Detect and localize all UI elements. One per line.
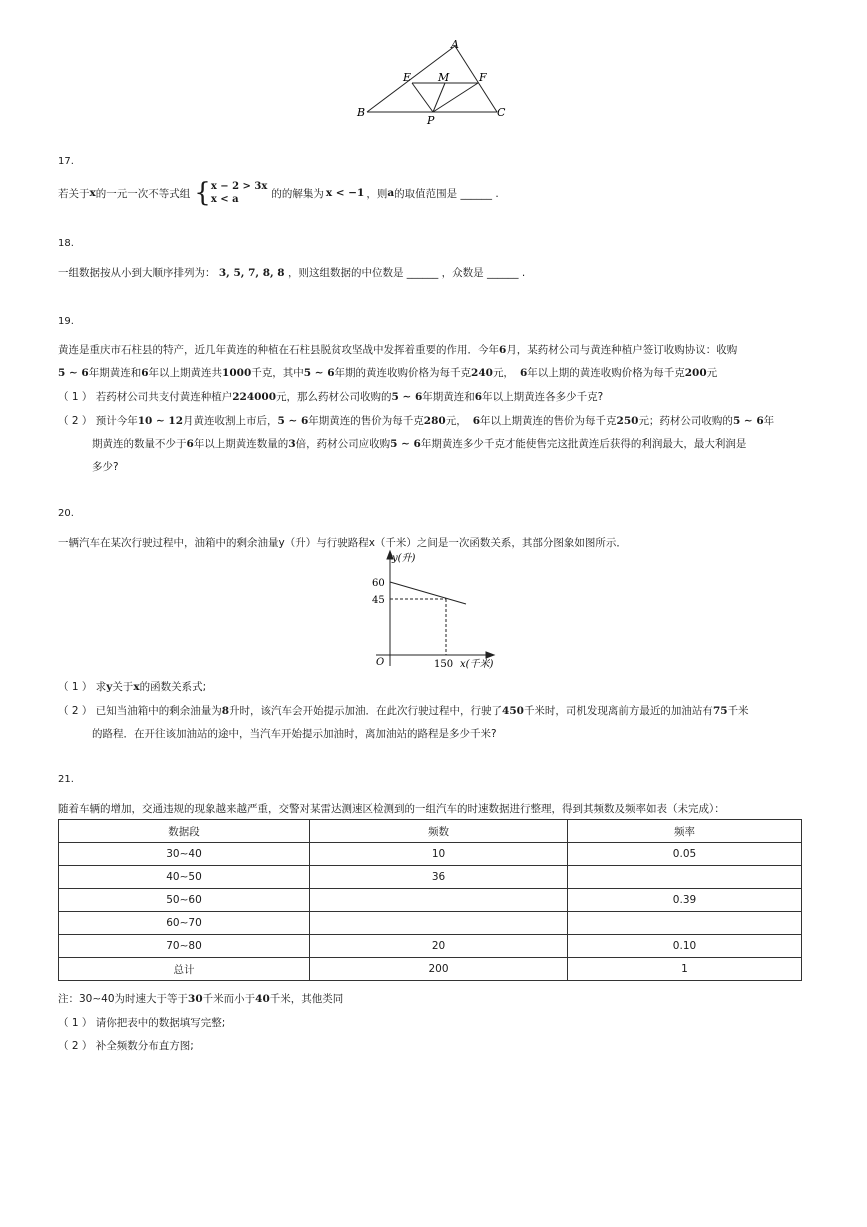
q20-sub2-a: 已知当油箱中的剩余油量为 bbox=[95, 705, 222, 717]
q20-origin: O bbox=[376, 657, 385, 668]
label-m: M bbox=[438, 71, 450, 84]
table-cell: 20 bbox=[310, 935, 568, 958]
q17-solution: x < −1 bbox=[325, 187, 365, 199]
q19-sub2-g: 元， bbox=[445, 415, 467, 427]
q20-sub2-label: （ 2 ） bbox=[58, 705, 93, 717]
q19-sub1-e: 年期黄连和 bbox=[422, 391, 475, 403]
q19-sub2-e: 年期黄连的售价为每千克 bbox=[308, 415, 424, 427]
q19-l2-h: 年期的黄连收购价格为每千克 bbox=[334, 367, 472, 379]
segment-ac bbox=[455, 46, 497, 112]
q19-sub2-label: （ 2 ） bbox=[58, 415, 93, 427]
q20-tick-60: 60 bbox=[372, 578, 385, 589]
q20-sub1 bbox=[58, 679, 206, 694]
q21-note-e: 千米，其他类同 bbox=[269, 993, 344, 1005]
table-header-cell: 频数 bbox=[310, 820, 568, 843]
q17-var-x: x bbox=[89, 187, 96, 199]
q17-ineq2: x < a bbox=[210, 194, 239, 205]
triangle-figure bbox=[355, 38, 515, 128]
q19-sub2-i: 年以上期黄连的售价为每千克 bbox=[480, 415, 617, 427]
q20-sub1-b: y bbox=[106, 681, 113, 693]
q21-sub1-label: （ 1 ） bbox=[58, 1017, 93, 1029]
table-row bbox=[59, 958, 802, 981]
q19-line1 bbox=[58, 342, 737, 357]
q19-l2-k: 6 bbox=[519, 367, 528, 379]
q19-line1-num: 6 bbox=[499, 344, 507, 356]
q19-sub2 bbox=[58, 413, 774, 428]
q19-sub2-line3: 多少? bbox=[92, 461, 119, 473]
q17-var-a: a bbox=[387, 187, 395, 199]
q20-tick-150: 150 bbox=[434, 659, 454, 670]
q20-number: 20. bbox=[58, 508, 74, 519]
q19-sub2-l2-a: 期黄连的数量不少于 bbox=[92, 438, 187, 450]
table-cell: 1 bbox=[568, 958, 802, 981]
q17-post1: 的的解集为 bbox=[271, 187, 324, 200]
q19-l2-d: 年以上期黄连共 bbox=[148, 367, 223, 379]
q20-sub2-g: 千米 bbox=[727, 705, 749, 717]
table-cell: 40∼50 bbox=[59, 866, 310, 889]
table-cell: 0.05 bbox=[568, 843, 802, 866]
table-cell bbox=[310, 912, 568, 935]
q18-post: ，则这组数据的中位数是 ______ ，众数是 ______ . bbox=[287, 267, 526, 279]
q21-note-d: 40 bbox=[255, 993, 270, 1005]
table-cell: 0.10 bbox=[568, 935, 802, 958]
label-c: C bbox=[497, 106, 506, 119]
q21-sub2 bbox=[58, 1038, 194, 1053]
label-e: E bbox=[403, 71, 412, 84]
q21-sub2-label: （ 2 ） bbox=[58, 1040, 93, 1052]
q19-l2-b: 年期黄连和 bbox=[88, 367, 142, 379]
q19-l2-e: 1000 bbox=[222, 367, 252, 379]
q19-sub1-g: 年以上期黄连各多少千克? bbox=[482, 391, 604, 403]
q19-number: 19. bbox=[58, 316, 74, 327]
table-cell bbox=[568, 912, 802, 935]
q20-sub2-e: 千米时，司机发现离前方最近的加油站有 bbox=[523, 705, 713, 717]
q19-l2-g: 5 ∼ 6 bbox=[303, 367, 335, 379]
q21-note bbox=[58, 991, 343, 1006]
table-header-cell: 数据段 bbox=[59, 820, 310, 843]
q19-l2-l: 年以上期的黄连收购价格为每千克 bbox=[527, 367, 685, 379]
segment-ep bbox=[412, 83, 433, 112]
q18-data: 3, 5, 7, 8, 8 bbox=[218, 267, 285, 279]
q19-sub2-l2-f: 5 ∼ 6 bbox=[390, 438, 421, 450]
q20-sub1-d: x bbox=[133, 681, 140, 693]
q20-graph bbox=[368, 548, 508, 672]
q19-sub1-f: 6 bbox=[474, 391, 483, 403]
q20-sub1-label: （ 1 ） bbox=[58, 681, 93, 693]
q19-sub2-l2-b: 6 bbox=[186, 438, 194, 450]
q20-line1: 一辆汽车在某次行驶过程中，油箱中的剩余油量y（升）与行驶路程x（千米）之间是一次函数关系，其部分图象如图所示． bbox=[58, 537, 627, 549]
table-cell bbox=[310, 889, 568, 912]
table-cell: 36 bbox=[310, 866, 568, 889]
q20-sub2-f: 75 bbox=[712, 705, 728, 717]
table-cell: 总计 bbox=[59, 958, 310, 981]
q20-sub2-d: 450 bbox=[502, 705, 524, 717]
table-row bbox=[59, 889, 802, 912]
q19-l2-c: 6 bbox=[141, 367, 149, 379]
q19-sub2-l2-c: 年以上期黄连数量的 bbox=[193, 438, 289, 450]
q19-sub1-b: 224000 bbox=[232, 391, 277, 403]
table-cell: 10 bbox=[310, 843, 568, 866]
q19-sub2-c: 月黄连收割上市后， bbox=[183, 415, 278, 427]
frequency-table bbox=[58, 819, 802, 981]
q19-l2-f: 千克，其中 bbox=[251, 367, 304, 379]
q17-number: 17. bbox=[58, 156, 74, 167]
q19-sub2-l2-g: 年期黄连多少千克才能使售完这批黄连后获得的利润最大，最大利润是 bbox=[420, 438, 747, 450]
q20-function-line bbox=[390, 582, 466, 604]
q19-sub1 bbox=[58, 389, 603, 404]
q17-post2: ，则 bbox=[366, 187, 388, 200]
q20-sub2-c: 升时，该汽车会开始提示加油．在此次行驶过程中，行驶了 bbox=[229, 705, 503, 717]
label-b: B bbox=[357, 106, 366, 119]
q21-note-a: 注：30∼40为时速大于等于 bbox=[58, 993, 189, 1005]
q18-text bbox=[58, 265, 525, 280]
q17-brace: { bbox=[194, 178, 211, 208]
table-cell: 50∼60 bbox=[59, 889, 310, 912]
q17-ineq1: x − 2 > 3x bbox=[210, 181, 268, 192]
q17-text bbox=[58, 180, 499, 206]
q20-sub1-e: 的函数关系式; bbox=[139, 681, 207, 693]
q19-sub1-c: 元，那么药材公司收购的 bbox=[276, 391, 392, 403]
q21-line1: 随着车辆的增加，交通违规的现象越来越严重，交警对某雷达测速区检测到的一组汽车的时速数据进行整理，得到其频数及频率如表（未完成）： bbox=[58, 803, 725, 815]
q19-sub2-line2 bbox=[92, 436, 746, 451]
q20-sub1-c: 关于 bbox=[112, 681, 134, 693]
q20-sub1-a: 求 bbox=[95, 681, 107, 693]
table-cell: 70∼80 bbox=[59, 935, 310, 958]
label-a: A bbox=[451, 38, 459, 51]
q19-l2-j: 元， bbox=[492, 367, 514, 379]
q19-sub2-k: 元；药材公司收购的 bbox=[638, 415, 733, 427]
q19-sub2-j: 250 bbox=[616, 415, 639, 427]
table-row bbox=[59, 843, 802, 866]
q19-sub2-l2-e: 倍，药材公司应收购 bbox=[295, 438, 391, 450]
q21-sub1-text: 请你把表中的数据填写完整; bbox=[95, 1017, 226, 1029]
q19-sub2-b: 10 ∼ 12 bbox=[137, 415, 184, 427]
table-row bbox=[59, 866, 802, 889]
q19-sub1-label: （ 1 ） bbox=[58, 391, 93, 403]
table-cell bbox=[568, 866, 802, 889]
q17-mid: 的一元一次不等式组 bbox=[95, 187, 191, 200]
q21-sub2-text: 补全频数分布直方图; bbox=[95, 1040, 194, 1052]
label-f: F bbox=[479, 71, 487, 84]
table-row bbox=[59, 912, 802, 935]
q19-sub2-m: 年 bbox=[763, 415, 775, 427]
q19-sub2-a: 预计今年 bbox=[95, 415, 138, 427]
q20-sub2-b: 8 bbox=[221, 705, 230, 717]
table-row bbox=[59, 935, 802, 958]
q20-y-label: y(升) bbox=[392, 553, 416, 564]
segment-fp bbox=[433, 83, 478, 112]
q19-sub1-a: 若药材公司共支付黄连种植户 bbox=[95, 391, 233, 403]
q18-number: 18. bbox=[58, 238, 74, 249]
q20-tick-45: 45 bbox=[372, 595, 385, 606]
q19-sub2-f: 280 bbox=[423, 415, 446, 427]
q19-sub2-d: 5 ∼ 6 bbox=[277, 415, 309, 427]
q20-x-label: x(千米) bbox=[460, 659, 494, 670]
q21-note-c: 千米而小于 bbox=[202, 993, 256, 1005]
q21-note-b: 30 bbox=[188, 993, 203, 1005]
table-header-row bbox=[59, 820, 802, 843]
q19-l2-i: 240 bbox=[471, 367, 493, 379]
q21-sub1 bbox=[58, 1015, 225, 1030]
q19-sub1-d: 5 ∼ 6 bbox=[391, 391, 423, 403]
q19-l2-a: 5 ∼ 6 bbox=[58, 367, 89, 379]
q19-line1-end: 月，某药材公司与黄连种植户签订收购协议：收购 bbox=[506, 344, 738, 356]
q17-post3: 的取值范围是 ______ . bbox=[394, 187, 499, 200]
table-cell: 0.39 bbox=[568, 889, 802, 912]
q19-sub2-h: 6 bbox=[472, 415, 481, 427]
label-p: P bbox=[427, 114, 435, 127]
q18-pre: 一组数据按从小到大顺序排列为： bbox=[58, 267, 216, 279]
table-header-cell: 频率 bbox=[568, 820, 802, 843]
q19-line2 bbox=[58, 365, 717, 380]
q20-x-arrow bbox=[486, 652, 494, 658]
q20-sub2 bbox=[58, 703, 749, 718]
q17-system bbox=[194, 180, 267, 206]
q19-sub2-l: 5 ∼ 6 bbox=[732, 415, 764, 427]
q17-pre: 若关于 bbox=[58, 187, 90, 200]
table-cell: 60∼70 bbox=[59, 912, 310, 935]
q21-number: 21. bbox=[58, 774, 74, 785]
q19-l2-n: 元 bbox=[706, 367, 718, 379]
q20-sub2-line2: 的路程．在开往该加油站的途中，当汽车开始提示加油时，离加油站的路程是多少千米? bbox=[92, 728, 497, 740]
table-cell: 30∼40 bbox=[59, 843, 310, 866]
q19-l2-m: 200 bbox=[684, 367, 707, 379]
q19-line1-text: 黄连是重庆市石柱县的特产，近几年黄连的种植在石柱县脱贫攻坚战中发挥着重要的作用．今年 bbox=[58, 344, 499, 356]
table-cell: 200 bbox=[310, 958, 568, 981]
q19-sub2-l2-d: 3 bbox=[288, 438, 296, 450]
